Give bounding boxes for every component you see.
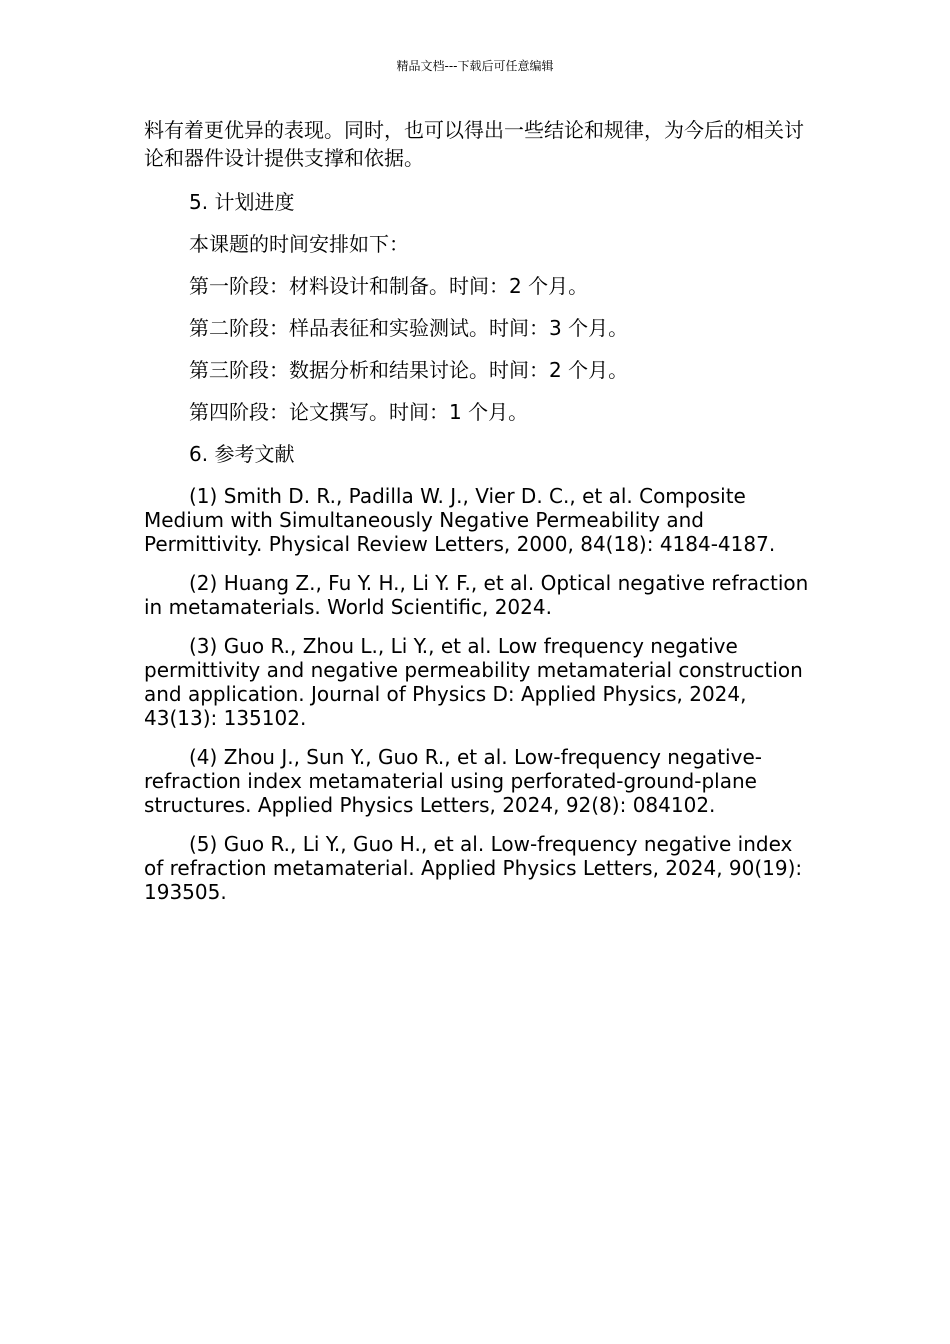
- references-heading: 6. 参考文献: [189, 442, 295, 466]
- schedule-intro: 本课题的时间安排如下：: [189, 232, 409, 256]
- continuation-paragraph: 料有着更优异的表现。同时，也可以得出一些结论和规律，为今后的相关讨论和器件设计提供支撑和依据。: [144, 118, 804, 170]
- reference-item: (1) Smith D. R., Padilla W. J., Vier D. C., et al. Composite Medium with Simultaneously Negative Permeability and Permittivity. Physical Review Letters, 2000, 84(18): 4184-4187.: [144, 484, 776, 556]
- reference-item: (5) Guo R., Li Y., Guo H., et al. Low-frequency negative index of refraction metamaterial. Applied Physics Letters, 2024, 90(19): 193505.: [144, 832, 803, 904]
- reference-item: (4) Zhou J., Sun Y., Guo R., et al. Low-frequency negative-refraction index metamaterial using perforated-ground-plane structures. Applied Physics Letters, 2024, 92(8): 084102.: [144, 745, 762, 817]
- page-header: 精品文档---下载后可任意编辑: [396, 59, 554, 73]
- reference-item: (2) Huang Z., Fu Y. H., Li Y. F., et al. Optical negative refraction in metamaterials. World Scientific, 2024.: [144, 571, 809, 619]
- reference-list: [144, 484, 809, 904]
- reference-item: (3) Guo R., Zhou L., Li Y., et al. Low frequency negative permittivity and negative permeability metamaterial construction and application. Journal of Physics D: Applied Physics, 2024, 43(13): 135102.: [144, 634, 803, 730]
- schedule-heading: 5. 计划进度: [189, 190, 295, 214]
- phase-item: 第四阶段：论文撰写。时间：1 个月。: [189, 400, 529, 424]
- phase-item: 第二阶段：样品表征和实验测试。时间：3 个月。: [189, 316, 629, 340]
- page-content: [144, 116, 809, 919]
- phase-item: 第一阶段：材料设计和制备。时间：2 个月。: [189, 274, 589, 298]
- phase-item: 第三阶段：数据分析和结果讨论。时间：2 个月。: [189, 358, 629, 382]
